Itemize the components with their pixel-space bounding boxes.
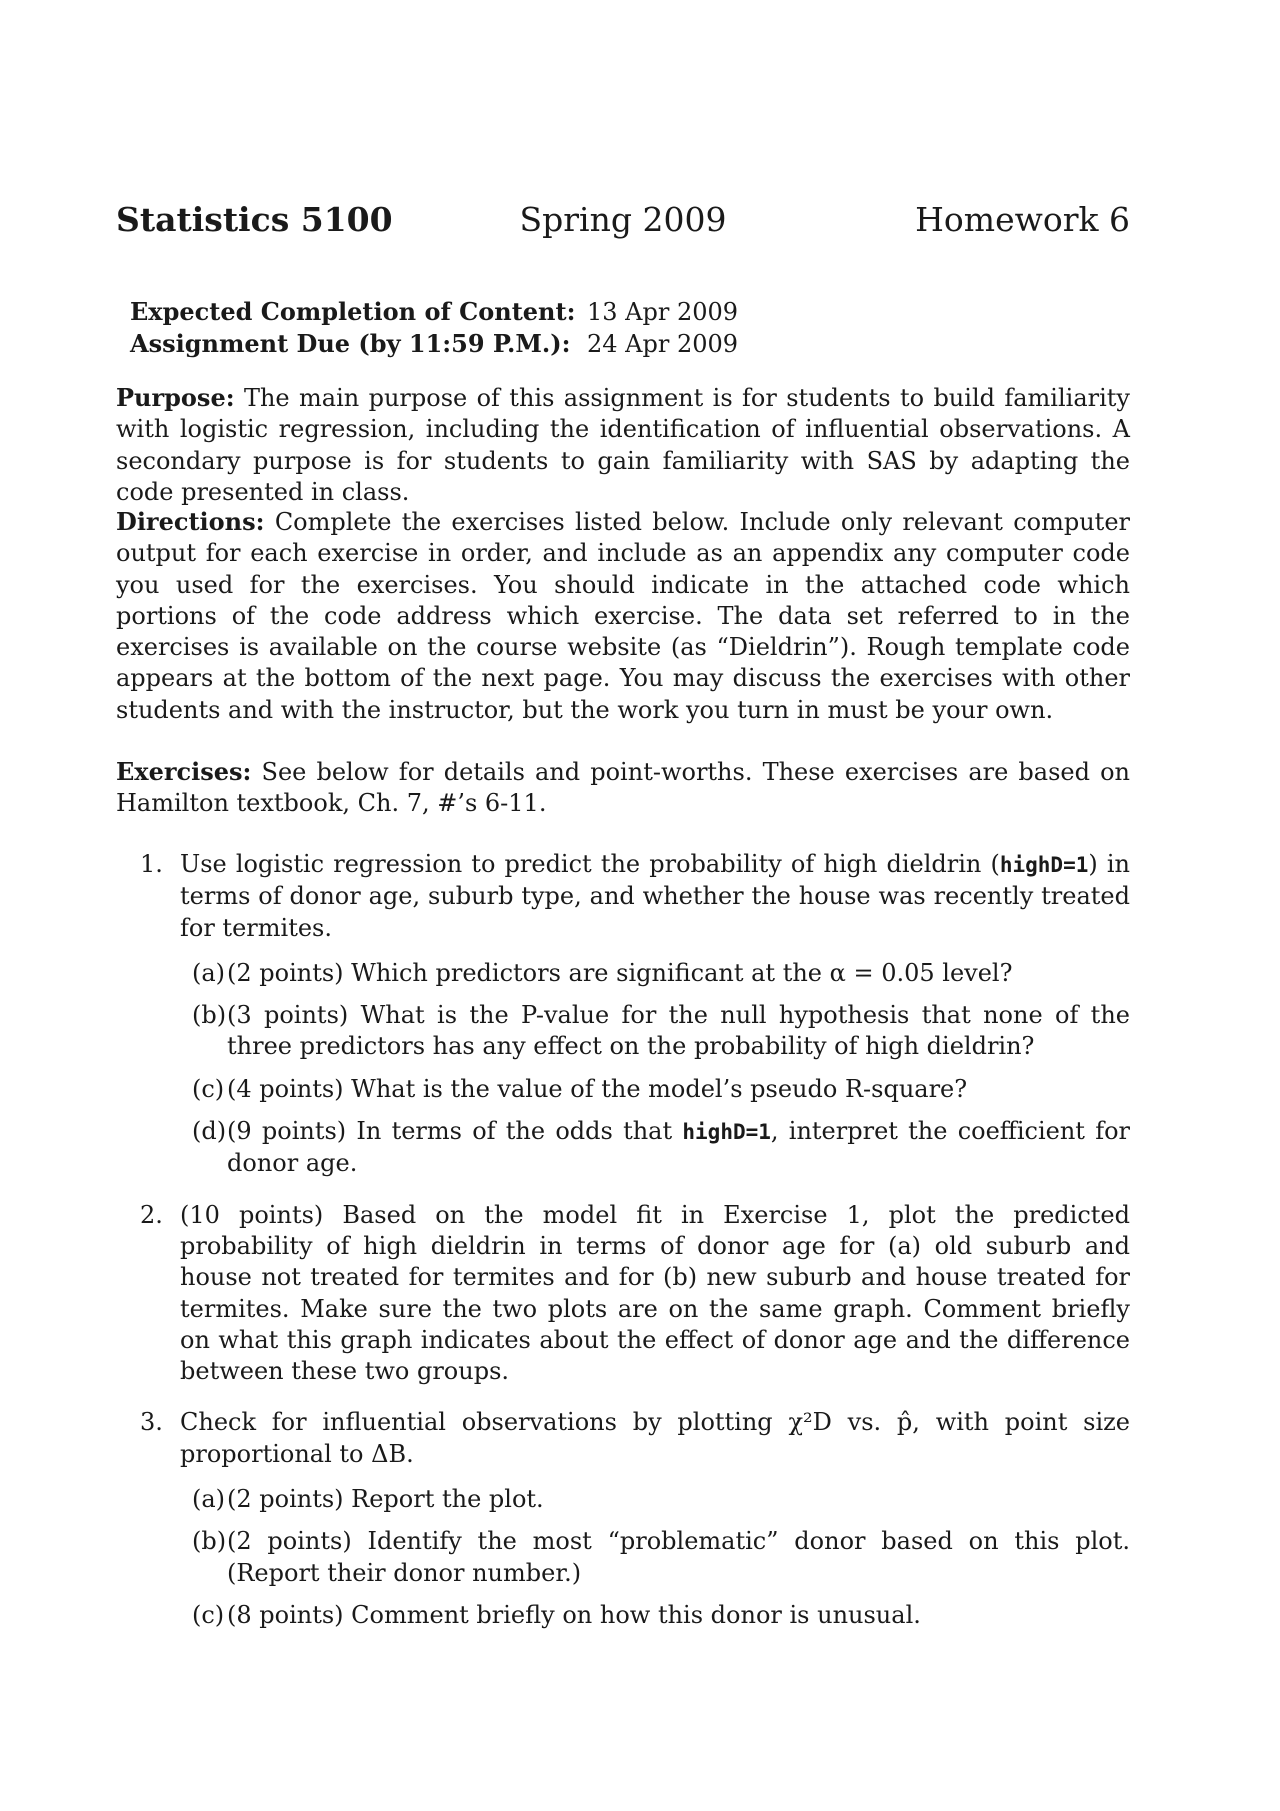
date-value: 13 Apr 2009 bbox=[587, 298, 739, 326]
exercises-intro-text: See below for details and point-worths. These exercises are based on Hamilton textbook, Ch. 7, #’s 6-11. bbox=[116, 758, 1130, 818]
purpose-paragraph bbox=[116, 382, 1130, 508]
subpart-letter: (c) bbox=[192, 1600, 225, 1629]
exercise-text: Use logistic regression to predict the probability of high dieldrin ( bbox=[180, 850, 1000, 878]
exercise-2-prompt: (10 points) Based on the model fit in Exercise 1, plot the predicted probability of high dieldrin in terms of donor age for (a) old suburb and house not treated for termites and for (b) new suburb and house treated for termites. Make sure the two plots are on the same graph. Comment briefly on what this graph indicates about the effect of donor age and the difference between these two groups. bbox=[180, 1200, 1130, 1386]
exercise-3 bbox=[140, 1407, 1130, 1631]
subpart-text: (8 points) Comment briefly on how this donor is unusual. bbox=[227, 1600, 921, 1629]
exercise-text: ) in terms of donor age, suburb type, and whether the house was recently treated for termites. bbox=[180, 850, 1130, 942]
subpart-text: , interpret the coefficient for donor age. bbox=[227, 1117, 1131, 1178]
dates-block bbox=[130, 296, 738, 360]
directions-paragraph bbox=[116, 506, 1130, 726]
subpart-letter: (b) bbox=[192, 1001, 227, 1030]
subpart-letter: (a) bbox=[192, 1485, 226, 1514]
date-value: 24 Apr 2009 bbox=[587, 330, 739, 358]
subpart-letter: (d) bbox=[192, 1117, 227, 1146]
subpart-text: (4 points) What is the value of the model’s pseudo R-square? bbox=[227, 1074, 968, 1103]
exercise-number: 1. bbox=[140, 850, 163, 878]
directions-text: Complete the exercises listed below. Include only relevant computer output for each exercise in order, and include as an appendix any computer code you used for the exercises. You should indicate in the attached code which portions of the code address which exercise. The data set referred to in the exercises is available on the course website (as “Dieldrin”). Rough template code appears at the bottom of the next page. You may discuss the exercises with other students and with the instructor, but the work you turn in must be your own. bbox=[116, 508, 1130, 724]
subpart-text: (9 points) In terms of the odds that bbox=[227, 1117, 683, 1146]
exercise-1 bbox=[140, 849, 1130, 1180]
date-label: Expected Completion of Content: bbox=[130, 297, 576, 326]
exercise-3-subparts bbox=[180, 1484, 1130, 1631]
exercise-number: 2. bbox=[140, 1200, 163, 1229]
purpose-label: Purpose: bbox=[116, 383, 235, 412]
code-highD: highD=1 bbox=[999, 853, 1089, 877]
purpose-text: The main purpose of this assignment is for students to build familiarity with logistic regression, including the identification of influential observations. A secondary purpose is for students to gain familiarity with SAS by adapting the code presented in class. bbox=[116, 384, 1130, 506]
exercise-1-subparts bbox=[180, 958, 1130, 1180]
subpart-1b bbox=[180, 1000, 1130, 1063]
exercise-1-prompt bbox=[180, 849, 1130, 944]
subpart-letter: (c) bbox=[192, 1074, 225, 1103]
subpart-3c bbox=[180, 1600, 1130, 1631]
directions-label: Directions: bbox=[116, 507, 265, 536]
subpart-text: (2 points) Identify the most “problematic” donor based on this plot. (Report their donor number.) bbox=[227, 1527, 1130, 1587]
homework-label: Homework 6 bbox=[915, 200, 1130, 239]
term-label: Spring 2009 bbox=[519, 200, 727, 239]
subpart-text: (2 points) Which predictors are significant at the α = 0.05 level? bbox=[227, 958, 1013, 987]
exercise-number: 3. bbox=[140, 1408, 163, 1437]
subpart-1c bbox=[180, 1074, 1130, 1105]
subpart-3a bbox=[180, 1484, 1130, 1515]
course-title: Statistics 5100 bbox=[116, 200, 393, 239]
exercise-3-prompt: Check for influential observations by plotting χ²D vs. p̂, with point size proportional to ΔB. bbox=[180, 1408, 1130, 1468]
exercise-list bbox=[140, 849, 1130, 1631]
subpart-text: (2 points) Report the plot. bbox=[227, 1485, 544, 1514]
exercises-label: Exercises: bbox=[116, 757, 252, 786]
exercises-intro-paragraph bbox=[116, 756, 1130, 820]
page-header bbox=[116, 200, 1130, 250]
code-highD: highD=1 bbox=[682, 1120, 771, 1145]
exercise-2 bbox=[140, 1200, 1130, 1388]
date-row-completion bbox=[130, 296, 738, 328]
subpart-text: (3 points) What is the P-value for the null hypothesis that none of the three predictors has any effect on the probability of high dieldrin? bbox=[227, 1001, 1130, 1061]
date-label: Assignment Due (by 11:59 P.M.): bbox=[130, 329, 571, 358]
date-row-due bbox=[130, 328, 738, 360]
subpart-3b bbox=[180, 1526, 1130, 1589]
subpart-letter: (b) bbox=[192, 1527, 227, 1556]
subpart-1a bbox=[180, 958, 1130, 989]
subpart-letter: (a) bbox=[192, 958, 226, 987]
subpart-1d bbox=[180, 1116, 1130, 1180]
